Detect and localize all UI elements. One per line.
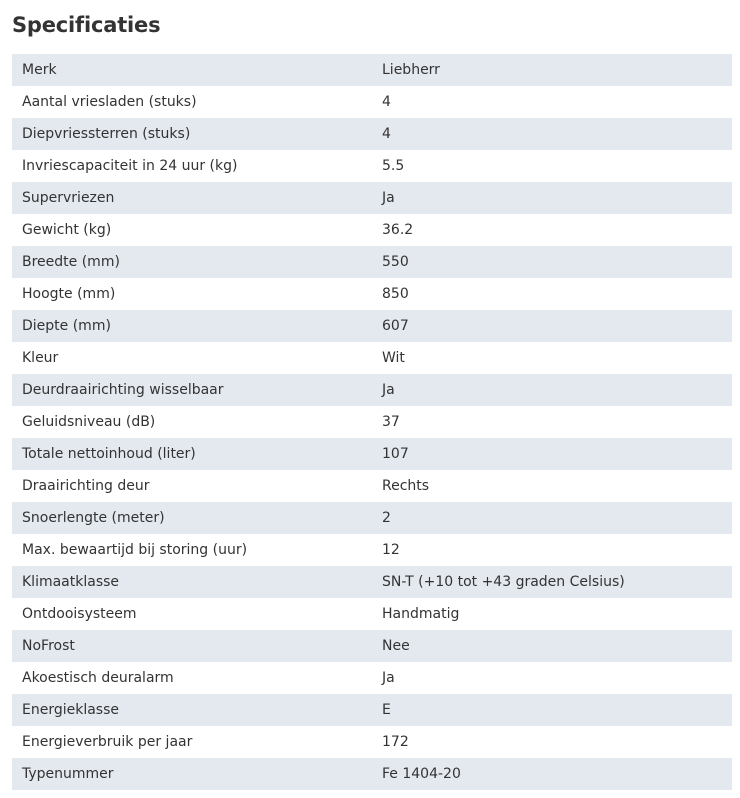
spec-value: Handmatig [372, 598, 732, 630]
spec-value: Fe 1404-20 [372, 758, 732, 790]
section-title: Specificaties [12, 13, 161, 37]
spec-row-ontdooisysteem [12, 598, 732, 630]
spec-value: Ja [372, 182, 732, 214]
spec-label: Totale nettoinhoud (liter) [12, 438, 372, 470]
spec-value: Nee [372, 630, 732, 662]
spec-label: Breedte (mm) [12, 246, 372, 278]
spec-value: 4 [372, 86, 732, 118]
spec-row-klimaatklasse [12, 566, 732, 598]
spec-row-breedte [12, 246, 732, 278]
spec-label: Merk [12, 54, 372, 86]
spec-label: Supervriezen [12, 182, 372, 214]
spec-value: 172 [372, 726, 732, 758]
spec-row-kleur [12, 342, 732, 374]
spec-row-geluidsniveau [12, 406, 732, 438]
spec-row-energieklasse [12, 694, 732, 726]
spec-value: Liebherr [372, 54, 732, 86]
spec-label: Geluidsniveau (dB) [12, 406, 372, 438]
spec-row-draairichting-deur [12, 470, 732, 502]
spec-row-energieverbruik [12, 726, 732, 758]
spec-label: Energieklasse [12, 694, 372, 726]
spec-label: Aantal vriesladen (stuks) [12, 86, 372, 118]
spec-label: Diepvriessterren (stuks) [12, 118, 372, 150]
spec-row-hoogte [12, 278, 732, 310]
spec-value: 2 [372, 502, 732, 534]
spec-table-body [12, 54, 732, 790]
spec-row-supervriezen [12, 182, 732, 214]
spec-row-deurdraairichting [12, 374, 732, 406]
spec-row-typenummer [12, 758, 732, 790]
spec-value: 5.5 [372, 150, 732, 182]
spec-row-diepvriessterren [12, 118, 732, 150]
spec-value: 12 [372, 534, 732, 566]
spec-row-gewicht [12, 214, 732, 246]
spec-row-diepte [12, 310, 732, 342]
spec-label: Max. bewaartijd bij storing (uur) [12, 534, 372, 566]
spec-label: Draairichting deur [12, 470, 372, 502]
spec-value: 4 [372, 118, 732, 150]
spec-row-bewaartijd [12, 534, 732, 566]
spec-label: Snoerlengte (meter) [12, 502, 372, 534]
spec-value: SN-T (+10 tot +43 graden Celsius) [372, 566, 732, 598]
spec-row-deuralarm [12, 662, 732, 694]
spec-value: 37 [372, 406, 732, 438]
spec-label: Ontdooisysteem [12, 598, 372, 630]
spec-value: Ja [372, 374, 732, 406]
spec-value: Ja [372, 662, 732, 694]
spec-label: Typenummer [12, 758, 372, 790]
spec-value: 607 [372, 310, 732, 342]
spec-table [12, 54, 732, 790]
spec-row-snoerlengte [12, 502, 732, 534]
spec-label: NoFrost [12, 630, 372, 662]
spec-value: Wit [372, 342, 732, 374]
spec-row-merk [12, 54, 732, 86]
spec-value: Rechts [372, 470, 732, 502]
spec-label: Akoestisch deuralarm [12, 662, 372, 694]
spec-label: Energieverbruik per jaar [12, 726, 372, 758]
spec-label: Klimaatklasse [12, 566, 372, 598]
spec-value: 850 [372, 278, 732, 310]
spec-label: Kleur [12, 342, 372, 374]
spec-label: Deurdraairichting wisselbaar [12, 374, 372, 406]
spec-row-aantal-vriesladen [12, 86, 732, 118]
spec-row-nettoinhoud [12, 438, 732, 470]
spec-value: E [372, 694, 732, 726]
spec-label: Gewicht (kg) [12, 214, 372, 246]
spec-value: 550 [372, 246, 732, 278]
spec-row-invriescapaciteit [12, 150, 732, 182]
spec-label: Hoogte (mm) [12, 278, 372, 310]
spec-value: 107 [372, 438, 732, 470]
spec-label: Invriescapaciteit in 24 uur (kg) [12, 150, 372, 182]
spec-value: 36.2 [372, 214, 732, 246]
spec-row-nofrost [12, 630, 732, 662]
spec-label: Diepte (mm) [12, 310, 372, 342]
